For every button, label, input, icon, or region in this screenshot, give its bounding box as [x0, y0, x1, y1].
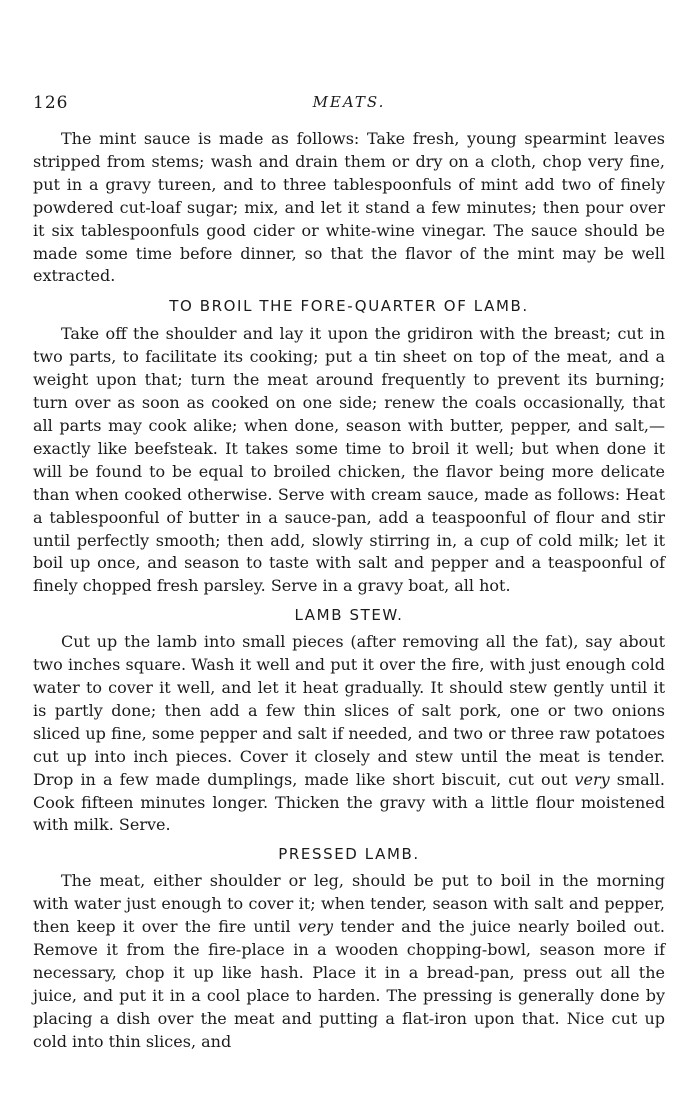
lamb-stew-text-start: Cut up the lamb into small pieces (after removing all the fat), say about two inches square. Wash it well and put it over the fire, with just enough cold water to cover it well, and let it heat gradually. It should stew gently until it is partly done; then add a few thin slices of salt pork, one or two onions sliced up fine, some pepper and salt if needed, and two or three raw potatoes cut up into inch pieces. Cover it closely and stew until the meat is tender. Drop in a few made dumplings, made like short biscuit, cut out: [33, 632, 665, 789]
section-heading-lamb-stew: LAMB STEW.: [294, 606, 404, 625]
page-number: 126: [33, 93, 69, 113]
mint-sauce-paragraph: The mint sauce is made as follows: Take fresh, young spearmint leaves stripped from stems; wash and drain them or dry on a cloth, chop very fine, put in a gravy tureen, and to three tablespoonfuls of mint add two of finely powdered cut-loaf sugar; mix, and let it stand a few minutes; then pour over it six tablespoonfuls good cider or white-wine vinegar. The sauce should be made some time before dinner, so that the flavor of the mint may be well extracted.: [33, 129, 665, 286]
page-body: [33, 128, 665, 1054]
lamb-stew-text-end: small. Cook fifteen minutes longer. Thicken the gravy with a little flour moistened with milk. Serve.: [33, 769, 665, 835]
broil-lamb-paragraph: Take off the shoulder and lay it upon the gridiron with the breast; cut in two parts, to facilitate its cooking; put a tin sheet on top of the meat, and a weight upon that; turn the meat around frequently to prevent its burning; turn over as soon as cooked on one side; renew the coals occasionally, that all parts may cook alike; when done, season with butter, pepper, and salt,—exactly like beefsteak. It takes some time to broil it well; but when done it will be found to be equal to broiled chicken, the flavor being more delicate than when cooked otherwise. Serve with cream sauce, made as follows: Heat a tablespoonful of butter in a sauce-pan, add a teaspoonful of flour and stir until perfectly smooth; then add, slowly stirring in, a cup of cold milk; let it boil up once, and season to taste with salt and pepper and a teaspoonful of finely chopped fresh parsley. Serve in a gravy boat, all hot.: [33, 324, 665, 596]
pressed-lamb-emphasis: very: [297, 917, 334, 937]
pressed-lamb-paragraph: [33, 870, 665, 1053]
lamb-stew-emphasis: very: [574, 769, 610, 789]
section-heading-pressed-lamb: PRESSED LAMB.: [278, 845, 420, 864]
lamb-stew-paragraph: [33, 631, 665, 837]
page-header: [33, 93, 665, 115]
pressed-lamb-text-end: tender and the juice nearly boiled out. Remove it from the fire-place in a wooden chopping-bowl, season more if necessary, chop it up like hash. Place it in a bread-pan, press out all the juice, and put it in a cool place to harden. The pressing is generally done by placing a dish over the meat and putting a flat-iron upon that. Nice cut up cold into thin slices, and: [33, 917, 665, 1051]
section-heading-broil-lamb: TO BROIL THE FORE-QUARTER OF LAMB.: [169, 297, 529, 316]
pressed-lamb-text-start: The meat, either shoulder or leg, should be put to boil in the morning with water just enough to cover it; when tender, season with salt and pepper, then keep it over the fire until: [33, 871, 665, 937]
running-head: MEATS.: [312, 93, 386, 111]
